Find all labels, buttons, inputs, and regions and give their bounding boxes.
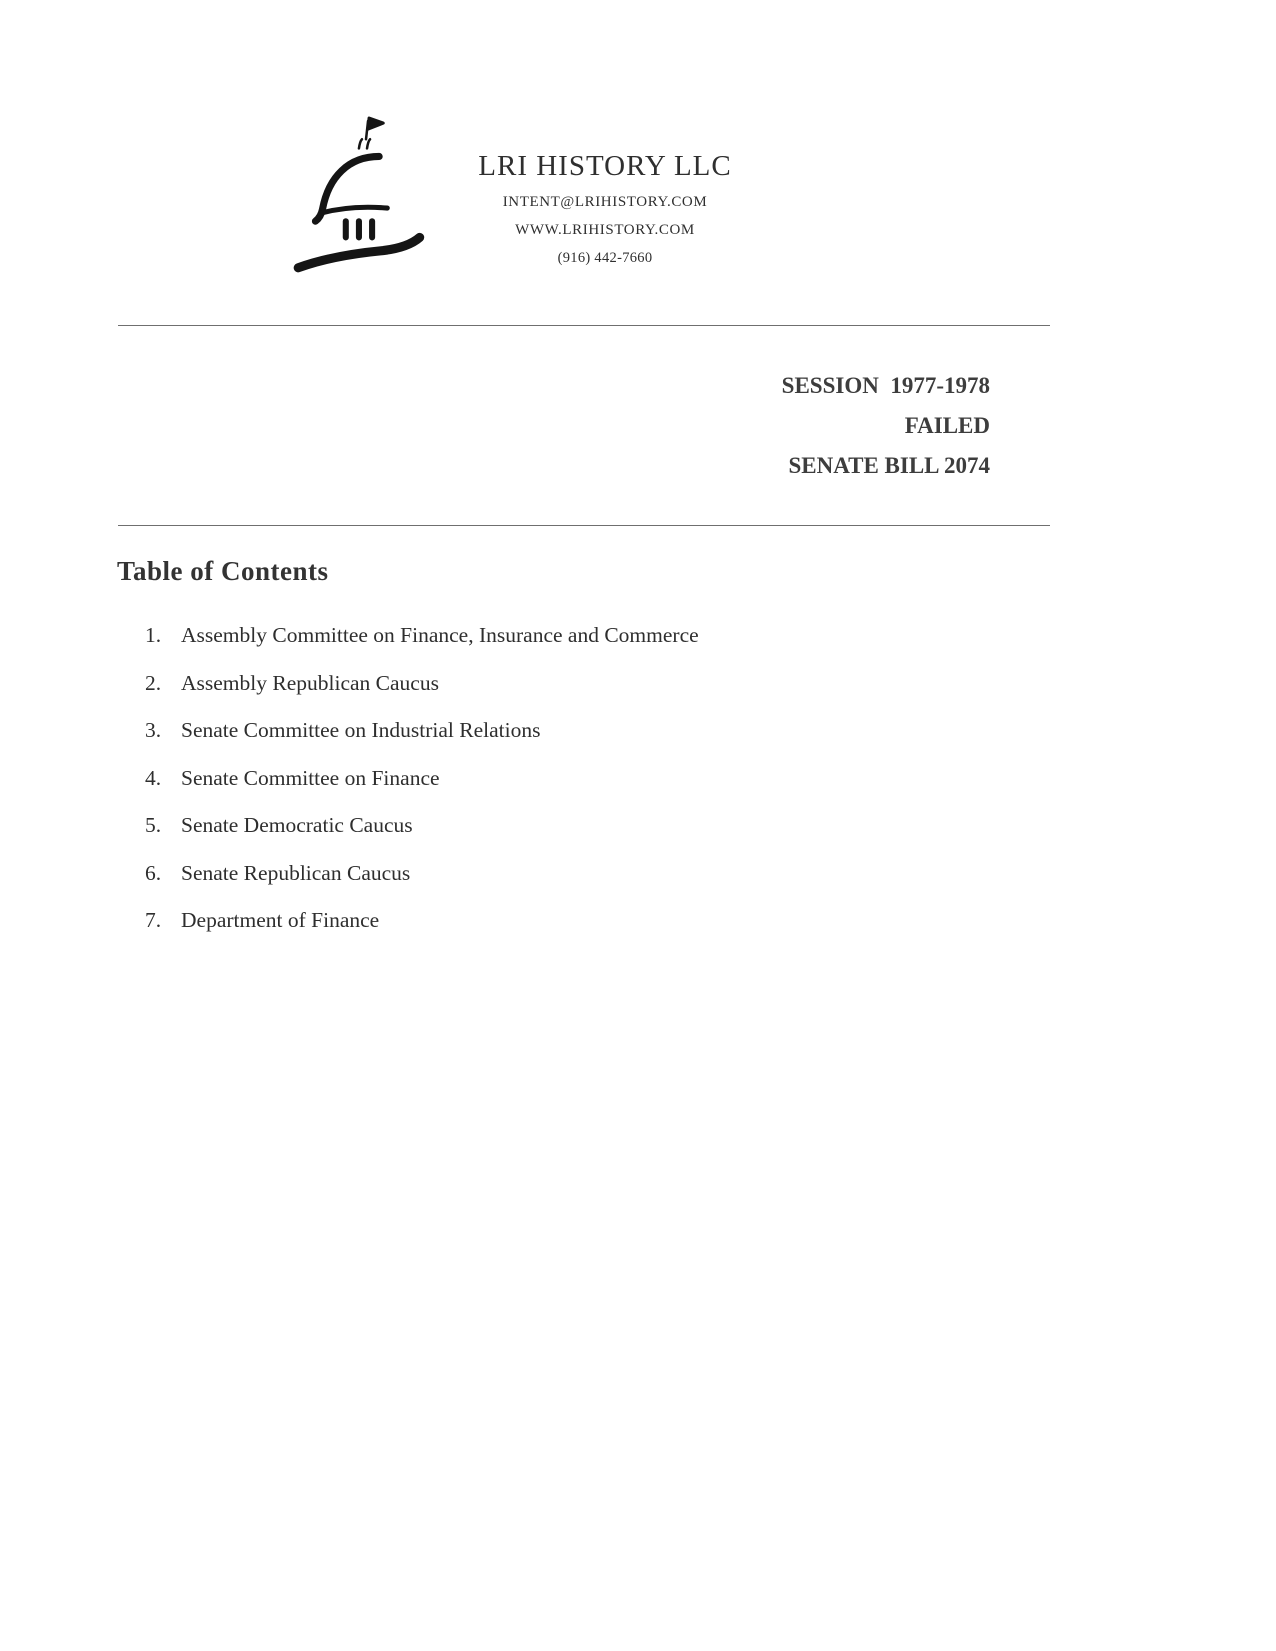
toc-item	[145, 767, 1045, 790]
toc-item	[145, 719, 1045, 742]
toc-item	[145, 672, 1045, 695]
toc-item-number: 7.	[145, 908, 162, 932]
divider-bottom	[118, 525, 1050, 526]
toc-list	[145, 624, 1045, 957]
divider-top	[118, 325, 1050, 326]
toc-item-number: 1.	[145, 623, 162, 647]
toc-item	[145, 909, 1045, 932]
toc-title: Table of Contents	[117, 556, 329, 586]
letterhead	[430, 150, 780, 267]
company-email: INTENT@LRIHISTORY.COM	[502, 194, 708, 210]
toc-item-number: 2.	[145, 670, 162, 695]
toc-item-number: 3.	[145, 718, 162, 742]
toc-item-label: Senate Committee on Industrial Relations	[181, 718, 541, 742]
toc-item-label: Assembly Committee on Finance, Insurance and Commerce	[181, 623, 699, 647]
bill-line: SENATE BILL 2074	[788, 453, 990, 478]
session-info	[782, 366, 990, 486]
company-phone: (916) 442-7660	[557, 250, 653, 266]
toc-item-label: Department of Finance	[181, 908, 380, 932]
capitol-dome-icon	[288, 116, 440, 288]
toc-item	[145, 624, 1045, 647]
company-name: LRI HISTORY LLC	[478, 150, 732, 182]
toc-item-number: 6.	[145, 860, 162, 885]
toc-item-label: Assembly Republican Caucus	[181, 670, 439, 695]
toc-item-number: 5.	[145, 813, 162, 837]
toc-item-label: Senate Committee on Finance	[181, 765, 440, 790]
toc-item	[145, 862, 1045, 885]
toc-item-label: Senate Republican Caucus	[181, 860, 411, 885]
toc-item	[145, 814, 1045, 837]
company-website: WWW.LRIHISTORY.COM	[515, 222, 695, 238]
session-line: SESSION 1977-1978	[781, 373, 990, 398]
status-line: FAILED	[904, 413, 990, 438]
toc-item-label: Senate Democratic Caucus	[181, 813, 413, 837]
toc-item-number: 4.	[145, 765, 162, 790]
